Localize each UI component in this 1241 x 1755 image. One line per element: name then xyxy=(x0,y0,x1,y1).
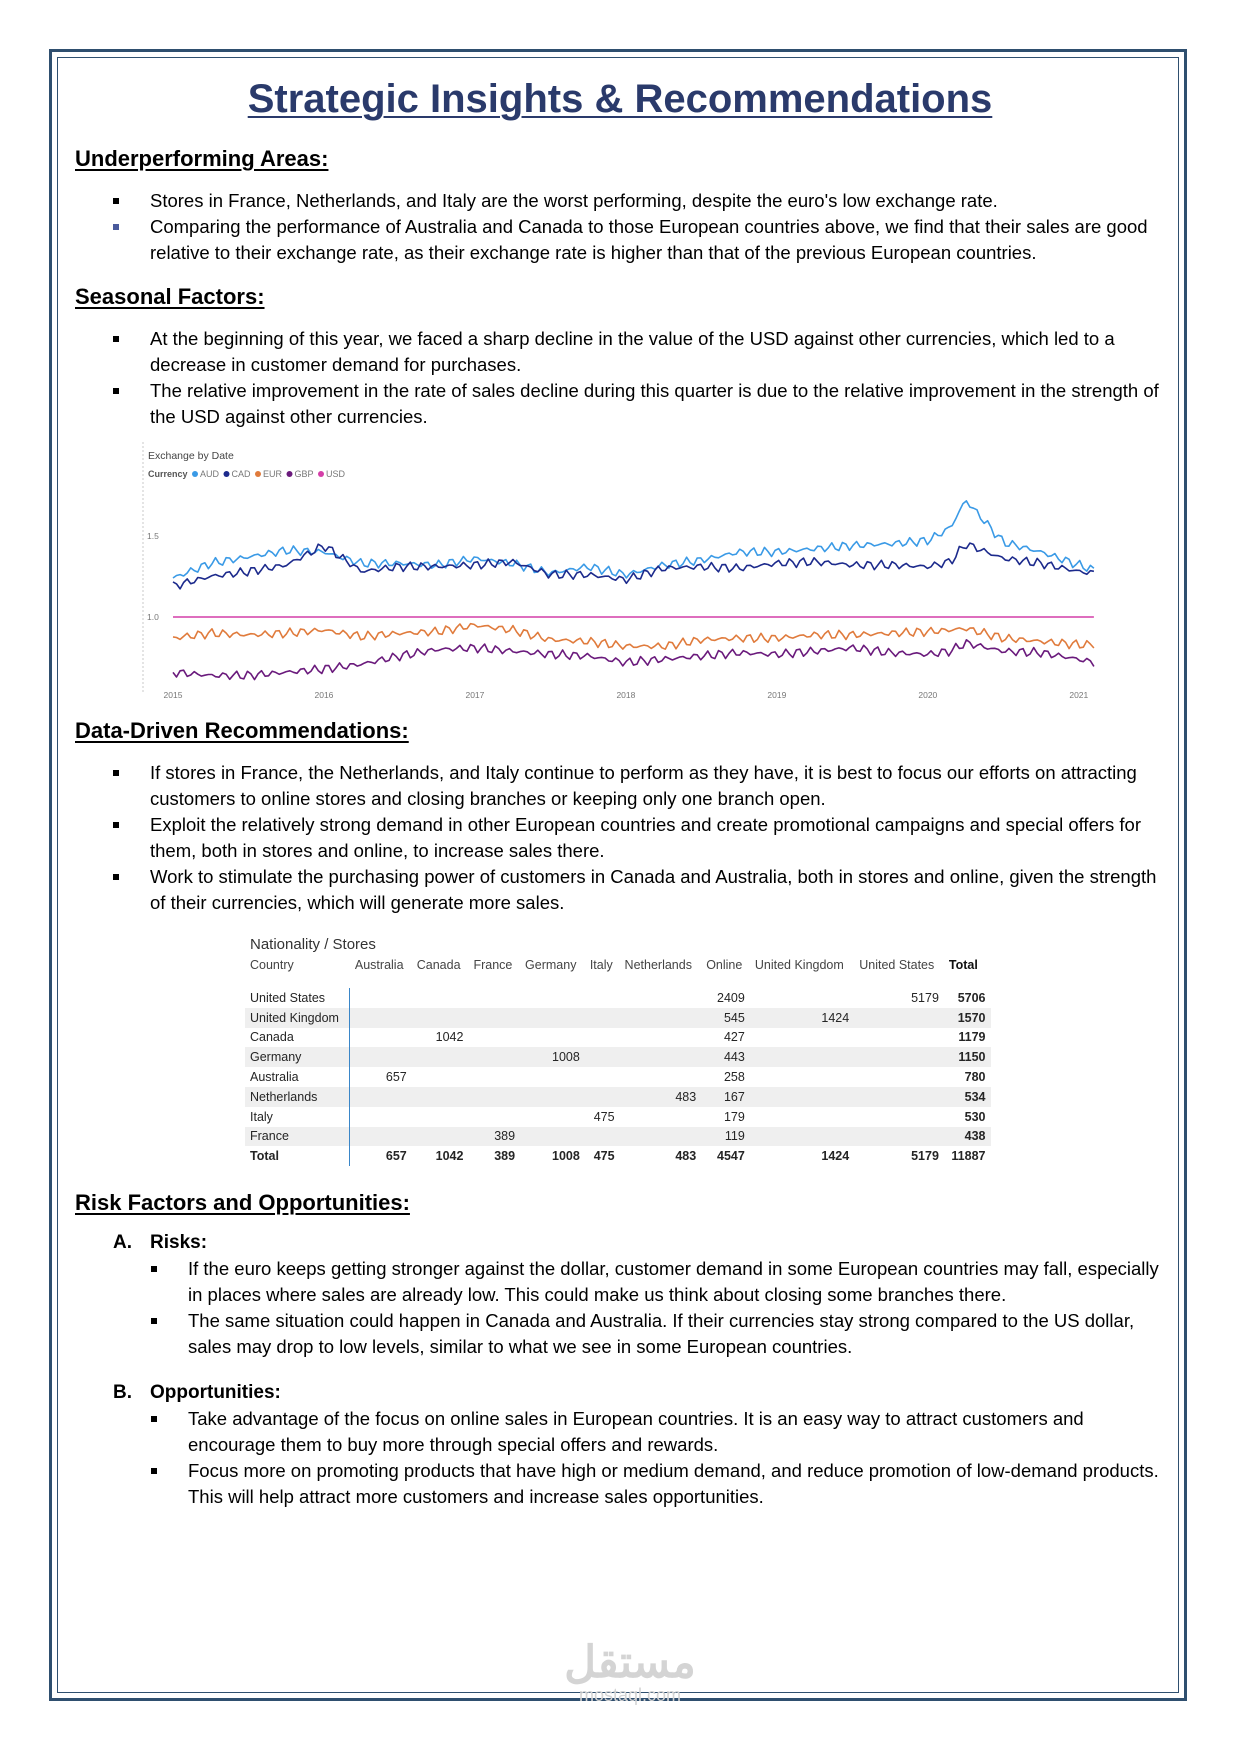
y-tick-label: 1.5 xyxy=(147,530,159,541)
matrix-cell xyxy=(620,1067,702,1087)
matrix-header-cell: United Kingdom xyxy=(754,958,844,972)
matrix-row-label: United Kingdom xyxy=(245,1008,350,1028)
matrix-header-cell: Total xyxy=(948,958,978,972)
matrix-header-cell: Germany xyxy=(525,958,577,972)
risks-list xyxy=(75,1256,1165,1360)
heading-seasonal: Seasonal Factors: xyxy=(75,284,265,309)
matrix-cell xyxy=(412,1047,469,1067)
matrix-cell xyxy=(620,1047,702,1067)
matrix-cell xyxy=(350,988,412,1008)
x-tick-label: 2020 xyxy=(918,690,938,700)
matrix-table xyxy=(245,958,991,1166)
matrix-cell xyxy=(585,1067,620,1087)
document-body xyxy=(75,70,1165,1510)
chart-series-lines xyxy=(173,501,1094,680)
matrix-total-cell: 5179 xyxy=(911,1149,939,1164)
matrix-cell xyxy=(854,1067,944,1087)
list-item xyxy=(75,214,1165,266)
matrix-total-cell: 389 xyxy=(494,1149,516,1164)
legend-label-cad: CAD xyxy=(231,469,251,479)
list-item-text: The relative improvement in the rate of sales decline during this quarter is due to the relative improvement in the strength of the USD against other currencies. xyxy=(150,380,1159,427)
matrix-cell xyxy=(854,1107,944,1127)
matrix-header-cell: France xyxy=(473,958,513,972)
bullet-icon xyxy=(113,224,119,230)
matrix-cell xyxy=(854,1127,944,1147)
matrix-cell xyxy=(468,1008,520,1028)
matrix-cell: 2409 xyxy=(717,990,745,1005)
matrix-cell: 1042 xyxy=(435,1030,464,1045)
risks-subheading xyxy=(75,1230,1165,1256)
list-item xyxy=(75,1406,1165,1458)
matrix-cell xyxy=(750,1047,854,1067)
matrix-cell: 780 xyxy=(964,1070,986,1085)
matrix-cell: 483 xyxy=(620,1087,702,1107)
list-item-text: Comparing the performance of Australia and Canada to those European countries above, we find that their sales are good relative to their exchange rate, as their exchange rate is higher than that of the previous European countries. xyxy=(150,216,1148,263)
risks-title: Risks: xyxy=(150,1232,208,1254)
matrix-cell xyxy=(350,1127,412,1147)
matrix-cell xyxy=(412,1067,469,1087)
matrix-cell: 530 xyxy=(964,1109,986,1124)
legend-marker-gbp xyxy=(287,471,293,477)
chart-y-ticks xyxy=(147,531,159,622)
table-row xyxy=(245,1047,991,1067)
matrix-total-cell: 1042 xyxy=(435,1149,464,1164)
matrix-header-country: Country xyxy=(250,958,294,972)
list-item xyxy=(75,326,1165,378)
watermark-arabic: مستقل xyxy=(564,1638,696,1687)
bullet-icon xyxy=(113,388,119,394)
list-item-text: Focus more on promoting products that have high or medium demand, and reduce promotion of low-demand products. This will help attract more customers and increase sales opportunities. xyxy=(188,1460,1159,1508)
list-item xyxy=(75,1256,1165,1308)
matrix-cell xyxy=(412,1087,469,1107)
x-tick-label: 2021 xyxy=(1069,690,1089,700)
matrix-total-cell: 483 xyxy=(675,1149,697,1164)
underperforming-list xyxy=(75,188,1165,266)
recommendations-list xyxy=(75,760,1165,916)
legend-marker-cad xyxy=(224,471,230,477)
legend-marker-usd xyxy=(318,471,324,477)
matrix-cell xyxy=(520,1127,585,1147)
matrix-cell: 5706 xyxy=(957,990,986,1005)
table-row xyxy=(245,1028,991,1048)
x-tick-label: 2019 xyxy=(767,690,787,700)
list-item xyxy=(75,864,1165,916)
opportunities-title: Opportunities: xyxy=(150,1382,281,1404)
matrix-cell xyxy=(585,1047,620,1067)
list-item xyxy=(75,812,1165,864)
list-item xyxy=(75,1308,1165,1360)
watermark-logo xyxy=(540,1640,720,1704)
matrix-header-cell: Online xyxy=(706,958,743,972)
list-item xyxy=(75,760,1165,812)
matrix-total-cell: 4547 xyxy=(717,1149,745,1164)
matrix-header-cell: Italy xyxy=(589,958,613,972)
matrix-cell xyxy=(620,1008,702,1028)
matrix-cell: 657 xyxy=(385,1070,407,1085)
matrix-cell xyxy=(350,1047,412,1067)
seasonal-list xyxy=(75,326,1165,430)
list-item-text: Stores in France, Netherlands, and Italy are the worst performing, despite the euro's low exchange rate. xyxy=(150,190,998,211)
matrix-cell xyxy=(520,1107,585,1127)
nationality-stores-matrix xyxy=(245,936,991,1166)
matrix-cell xyxy=(468,1028,520,1048)
matrix-cell xyxy=(412,1107,469,1127)
legend-label-usd: USD xyxy=(326,469,346,479)
matrix-header-cell: Canada xyxy=(416,958,461,972)
matrix-cell xyxy=(750,1067,854,1087)
y-tick-label: 1.0 xyxy=(147,612,159,622)
x-tick-label: 2016 xyxy=(314,690,334,700)
matrix-cell xyxy=(750,1087,854,1107)
list-item-text: At the beginning of this year, we faced a sharp decline in the value of the USD against other currencies, which led to a decrease in customer demand for purchases. xyxy=(150,328,1115,375)
matrix-cell: 534 xyxy=(944,1087,991,1107)
matrix-cell: 5179 xyxy=(911,990,939,1005)
series-line-eur xyxy=(173,624,1094,650)
matrix-cell xyxy=(585,1008,620,1028)
matrix-total-cell: 1008 xyxy=(552,1149,580,1164)
table-row xyxy=(245,1067,991,1087)
matrix-cell xyxy=(520,1067,585,1087)
matrix-cell: 258 xyxy=(723,1070,745,1085)
list-item xyxy=(75,188,1165,214)
series-line-gbp xyxy=(173,640,1094,680)
matrix-cell: 1424 xyxy=(750,1008,854,1028)
matrix-row-label: Canada xyxy=(245,1028,350,1048)
matrix-cell xyxy=(350,1028,412,1048)
legend-label-aud: AUD xyxy=(200,469,220,479)
matrix-cell xyxy=(620,1127,702,1147)
heading-underperforming: Underperforming Areas: xyxy=(75,146,329,171)
x-tick-label: 2017 xyxy=(465,690,485,700)
list-item xyxy=(75,378,1165,430)
matrix-cell xyxy=(620,1028,702,1048)
chart-title: Exchange by Date xyxy=(148,450,234,462)
matrix-cell: 545 xyxy=(701,1008,750,1028)
matrix-cell xyxy=(520,1008,585,1028)
matrix-total-cell: 1424 xyxy=(821,1149,850,1164)
matrix-total-cell: 657 xyxy=(385,1149,407,1164)
bullet-icon xyxy=(113,198,119,204)
matrix-cell xyxy=(350,1087,412,1107)
chart-legend-title: Currency xyxy=(148,469,188,479)
matrix-cell xyxy=(585,1127,620,1147)
opportunities-subheading xyxy=(75,1380,1165,1406)
table-row xyxy=(245,988,991,1008)
matrix-cell: 1150 xyxy=(944,1047,991,1067)
matrix-cell: 167 xyxy=(701,1087,750,1107)
matrix-row-label: Netherlands xyxy=(245,1087,350,1107)
matrix-cell: 1008 xyxy=(520,1047,585,1067)
matrix-cell xyxy=(750,1107,854,1127)
matrix-total-cell: 475 xyxy=(593,1149,615,1164)
series-line-aud xyxy=(173,501,1094,578)
matrix-cell xyxy=(350,1107,412,1127)
legend-marker-eur xyxy=(255,471,261,477)
matrix-cell xyxy=(854,1047,944,1067)
risks-letter: A. xyxy=(113,1232,132,1254)
table-row xyxy=(245,1127,991,1147)
x-tick-label: 2015 xyxy=(163,690,183,700)
x-tick-label: 2018 xyxy=(616,690,636,700)
matrix-total-row xyxy=(245,1146,991,1166)
watermark-latin: mostaql.com xyxy=(578,1685,682,1705)
bullet-icon xyxy=(113,336,119,342)
matrix-cell xyxy=(350,1008,412,1028)
matrix-cell xyxy=(750,1127,854,1147)
matrix-cell xyxy=(854,1008,944,1028)
table-row xyxy=(245,1008,991,1028)
matrix-cell: 179 xyxy=(723,1109,745,1124)
matrix-cell xyxy=(585,1087,620,1107)
exchange-chart xyxy=(109,442,1129,704)
legend-marker-aud xyxy=(192,471,198,477)
matrix-cell: 427 xyxy=(723,1030,745,1045)
matrix-total-label: Total xyxy=(245,1146,350,1166)
matrix-cell: 1570 xyxy=(944,1008,991,1028)
matrix-title: Nationality / Stores xyxy=(250,936,376,953)
matrix-cell: 119 xyxy=(701,1127,750,1147)
matrix-cell xyxy=(585,1028,620,1048)
page-title: Strategic Insights & Recommendations xyxy=(247,77,993,121)
matrix-cell xyxy=(750,1028,854,1048)
matrix-total-cell: 11887 xyxy=(951,1149,986,1164)
matrix-cell: 389 xyxy=(468,1127,520,1147)
matrix-cell xyxy=(412,988,469,1008)
legend-label-gbp: GBP xyxy=(294,469,314,479)
matrix-cell xyxy=(620,1107,702,1127)
matrix-cell xyxy=(468,988,520,1008)
matrix-cell xyxy=(520,988,585,1008)
table-row xyxy=(245,1107,991,1127)
series-line-cad xyxy=(173,543,1094,589)
matrix-header-cell: Australia xyxy=(354,958,404,972)
list-item-text: Take advantage of the focus on online sales in European countries. It is an easy way to attract customers and encourage them to buy more through special offers and rewards. xyxy=(188,1408,1084,1456)
list-item xyxy=(75,1458,1165,1510)
bullet-icon xyxy=(151,1468,157,1474)
matrix-cell xyxy=(854,1028,944,1048)
matrix-row-label: Germany xyxy=(245,1047,350,1067)
matrix-cell: 475 xyxy=(593,1109,615,1124)
matrix-row-label: France xyxy=(245,1127,350,1147)
matrix-cell xyxy=(520,1028,585,1048)
bullet-icon xyxy=(113,770,119,776)
matrix-cell: 438 xyxy=(944,1127,991,1147)
matrix-cell xyxy=(412,1008,469,1028)
matrix-header-row xyxy=(245,958,991,988)
list-item-text: If stores in France, the Netherlands, and Italy continue to perform as they have, it is best to focus our efforts on attracting customers to online stores and closing branches or keeping only one branch open. xyxy=(150,762,1137,809)
exchange-chart-svg xyxy=(109,442,1129,704)
matrix-cell xyxy=(412,1127,469,1147)
matrix-cell xyxy=(468,1047,520,1067)
chart-legend xyxy=(192,469,346,479)
opportunities-list xyxy=(75,1406,1165,1510)
bullet-icon xyxy=(113,822,119,828)
list-item-text: The same situation could happen in Canada and Australia. If their currencies stay strong compared to the US dollar, sales may drop to low levels, similar to what we see in some European countries. xyxy=(188,1310,1135,1358)
list-item-text: If the euro keeps getting stronger against the dollar, customer demand in some European countries may fall, especially in places where sales are already low. This could make us think about closing some branches there. xyxy=(188,1258,1159,1306)
bullet-icon xyxy=(151,1318,157,1324)
heading-recommendations: Data-Driven Recommendations: xyxy=(75,718,409,743)
matrix-header-cell: United States xyxy=(859,958,935,972)
list-item-text: Work to stimulate the purchasing power of customers in Canada and Australia, both in stores and online, given the strength of their currencies, which will generate more sales. xyxy=(150,866,1157,913)
opportunities-letter: B. xyxy=(113,1382,132,1404)
list-item-text: Exploit the relatively strong demand in other European countries and create promotional campaigns and special offers for them, both in stores and online, to increase sales there. xyxy=(150,814,1142,861)
matrix-cell xyxy=(620,988,702,1008)
matrix-row-label: United States xyxy=(245,988,350,1008)
matrix-cell xyxy=(468,1107,520,1127)
heading-risks-opportunities: Risk Factors and Opportunities: xyxy=(75,1190,410,1216)
matrix-cell xyxy=(468,1087,520,1107)
matrix-cell xyxy=(750,988,854,1008)
matrix-cell: 1179 xyxy=(958,1030,986,1045)
matrix-cell xyxy=(854,1087,944,1107)
bullet-icon xyxy=(113,874,119,880)
matrix-cell xyxy=(585,988,620,1008)
matrix-cell xyxy=(468,1067,520,1087)
matrix-cell xyxy=(520,1087,585,1107)
matrix-row-label: Australia xyxy=(245,1067,350,1087)
legend-label-eur: EUR xyxy=(263,469,283,479)
table-row xyxy=(245,1087,991,1107)
matrix-header-cell: Netherlands xyxy=(624,958,692,972)
chart-x-ticks xyxy=(164,690,1089,700)
matrix-row-label: Italy xyxy=(245,1107,350,1127)
matrix-cell: 443 xyxy=(701,1047,750,1067)
bullet-icon xyxy=(151,1266,157,1272)
bullet-icon xyxy=(151,1416,157,1422)
